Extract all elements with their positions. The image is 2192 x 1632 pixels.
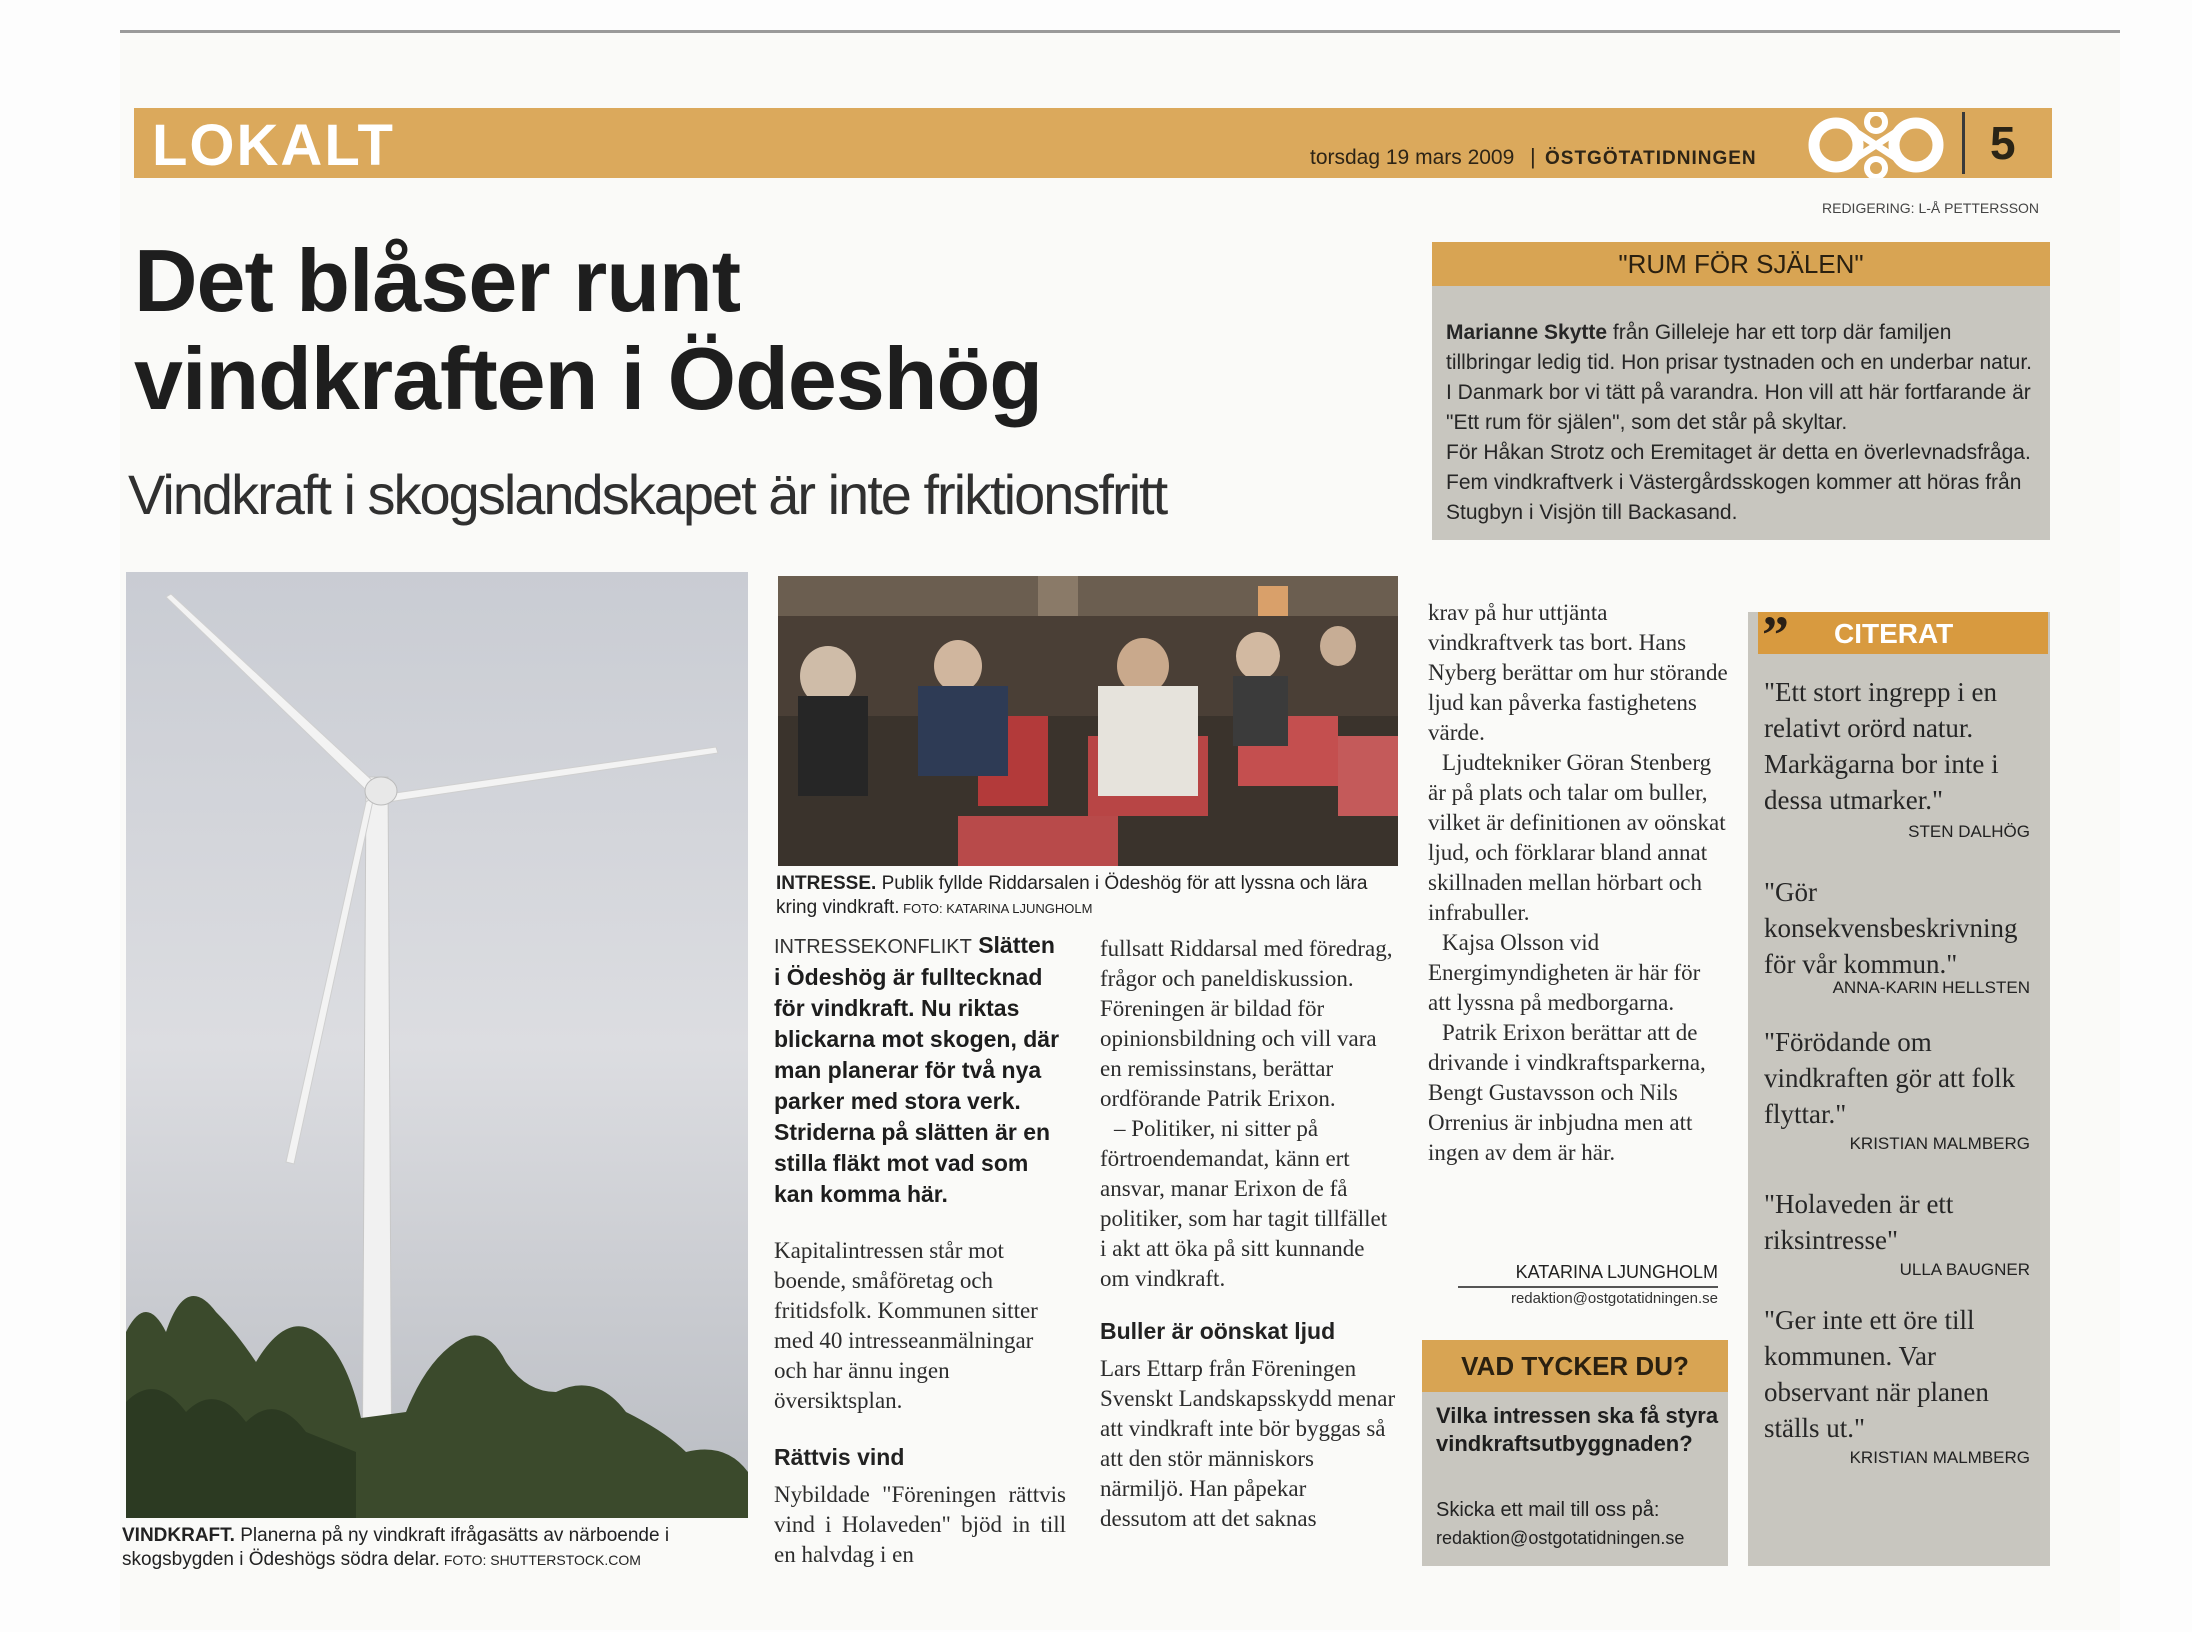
quote-3-author: KRISTIAN MALMBERG — [1849, 1134, 2030, 1153]
dateline: torsdag 19 mars 2009 — [1310, 146, 1515, 169]
quote-5: "Ger inte ett öre till kommunen. Var observant när planen ställs ut." — [1764, 1305, 1989, 1443]
caption-text: Publik fyllde Riddarsalen i Ödeshög för att lyssna och lära kring vindkraft. — [776, 873, 1368, 918]
rum-paragraph-1 — [1446, 318, 2042, 438]
article-column-1 — [774, 930, 1066, 1570]
headline — [134, 232, 1354, 428]
vad-tycker-du-title: VAD TYCKER DU? — [1422, 1340, 1728, 1392]
quote-1-author: STEN DALHÖG — [1908, 822, 2030, 841]
vad-tycker-du-instructions — [1436, 1496, 1722, 1552]
wind-turbine-photo — [126, 572, 748, 1518]
photo-caption-middle — [776, 872, 1402, 921]
headline-line-2: vindkraften i Ödeshög — [134, 329, 1043, 428]
kicker: INTRESSEKONFLIKT — [774, 936, 972, 958]
crosshead: Buller är oönskat ljud — [1100, 1318, 1336, 1344]
byline: KATARINA LJUNGHOLM — [1458, 1262, 1718, 1288]
body-paragraph: Kajsa Olsson vid Energimyndigheten är här för att lyssna på medborgarna. — [1428, 930, 1701, 1015]
rum-text-1: från Gilleleje har ett torp där familjen tillbringar ledig tid. Hon prisar tystnaden och en underbar natur. I Danmark bor vi tätt på varandra. Hon vill att här fortfarande är "Ett rum för själen", som det står på skyltar. — [1446, 321, 2033, 434]
dateline-separator: | — [1530, 144, 1536, 169]
citerat-title: CITERAT — [1834, 618, 1954, 649]
rum-for-sjalen-text — [1446, 318, 2042, 528]
body-paragraph: fullsatt Riddarsal med föredrag, frågor och paneldiskussion. Föreningen är bildad för opinionsbildning och vill vara en remissinstans, berättar ordförande Patrik Erixon. — [1100, 936, 1393, 1111]
photo-caption-left — [122, 1524, 742, 1572]
paper-name: ÖSTGÖTATIDNINGEN — [1545, 148, 1757, 169]
rum-for-sjalen-title: "RUM FÖR SJÄLEN" — [1432, 242, 2050, 286]
rum-paragraph-2: För Håkan Strotz och Eremitaget är detta en överlevnadsfråga. Fem vindkraftverk i Västergårdsskogen kommer att höras från Stugbyn i Visjön till Backasand. — [1446, 441, 2031, 524]
article-column-2 — [1100, 934, 1396, 1534]
lede: Slätten i Ödeshög är fulltecknad för vindkraft. Nu riktas blickarna mot skogen, där man planerar för två nya parker med stora verk. Striderna på slätten är en stilla fläkt mot vad som kan komma här. — [774, 932, 1060, 1207]
body-paragraph: krav på hur uttjänta vindkraftverk tas bort. Hans Nyberg berättar om hur störande ljud kan påverka fastighetens värde. — [1428, 600, 1728, 745]
quote-2: "Gör konsekvensbeskrivning för vår kommun." — [1764, 877, 2018, 979]
section-header-bar — [134, 108, 2052, 178]
caption-credit: FOTO: SHUTTERSTOCK.COM — [439, 1552, 641, 1568]
body-paragraph: – Politiker, ni sitter på förtroendemandat, känn ert ansvar, manar Erixon de få politiker, som har tagit tillfället i akt att öka på sitt kunnande om vindkraft. — [1100, 1116, 1388, 1291]
body-paragraph: Lars Ettarp från Föreningen Svenskt Landskapsskydd menar att vindkraft inte bör byggas så att den stör människors närmiljö. Han påpekar dessutom att det saknas — [1100, 1356, 1396, 1531]
header-divider — [1962, 112, 1965, 174]
body-paragraph: Nybildade "Föreningen rättvis vind i Holaveden" bjöd in till en halvdag i en — [774, 1482, 1066, 1567]
section-label: LOKALT — [152, 113, 395, 178]
subheadline: Vindkraft i skogslandskapet är inte friktionsfritt — [128, 463, 1167, 526]
quote-3: "Förödande om vindkraften gör att folk flyttar." — [1764, 1027, 2016, 1129]
article-column-3 — [1428, 598, 1728, 1168]
quote-1: "Ett stort ingrepp i en relativt orörd natur. Markägarna bor inte i dessa utmarker." — [1764, 677, 1999, 815]
quote-5-author: KRISTIAN MALMBERG — [1849, 1448, 2030, 1467]
vad-tycker-du-question: Vilka intressen ska få styra vindkraftsutbyggnaden? — [1436, 1403, 1719, 1456]
scan-edge — [120, 30, 2120, 33]
quote-mark-icon: ” — [1762, 605, 1789, 665]
quote-4: "Holaveden är ett riksintresse" — [1764, 1189, 1954, 1255]
page-number: 5 — [1990, 117, 2016, 169]
lede-paragraph — [774, 930, 1066, 1210]
audience-photo — [778, 576, 1398, 866]
crosshead: Rättvis vind — [774, 1444, 905, 1470]
quote-2-author: ANNA-KARIN HELLSTEN — [1832, 978, 2030, 997]
body-paragraph: Ljudtekniker Göran Stenberg är på plats och talar om buller, vilket är definitionen av oönskat ljud, och förklarar bland annat skillnaden mellan hörbart och infrabuller. — [1428, 750, 1726, 925]
caption-credit: FOTO: KATARINA LJUNGHOLM — [899, 901, 1093, 916]
byline-email: redaktion@ostgotatidningen.se — [1510, 1290, 1718, 1307]
quote-4-author: ULLA BAUGNER — [1899, 1260, 2030, 1279]
body-paragraph: Kapitalintressen står mot boende, småföretag och fritidsfolk. Kommunen sitter med 40 intresseanmälningar och har ännu ingen översiktsplan. — [774, 1238, 1038, 1413]
caption-label: INTRESSE. — [776, 873, 877, 894]
headline-line-1: Det blåser runt — [134, 231, 741, 330]
caption-text: Planerna på ny vindkraft ifrågasätts av närboende i skogsbygden i Ödeshögs södra delar. — [122, 1525, 670, 1570]
body-paragraph: Patrik Erixon berättar att de drivande i vindkraftsparkerna, Bengt Gustavsson och Nils Orrenius är inbjudna men att ingen av dem är här. — [1428, 1020, 1706, 1165]
vad-tycker-du-email: redaktion@ostgotatidningen.se — [1436, 1528, 1685, 1548]
vad-tycker-du-text: Skicka ett mail till oss på: — [1436, 1499, 1660, 1521]
rum-name: Marianne Skytte — [1446, 321, 1608, 344]
caption-label: VINDKRAFT. — [122, 1525, 235, 1546]
editor-credit: REDIGERING: L-Å PETTERSSON — [1822, 200, 2040, 216]
newspaper-logo — [1806, 112, 1946, 178]
